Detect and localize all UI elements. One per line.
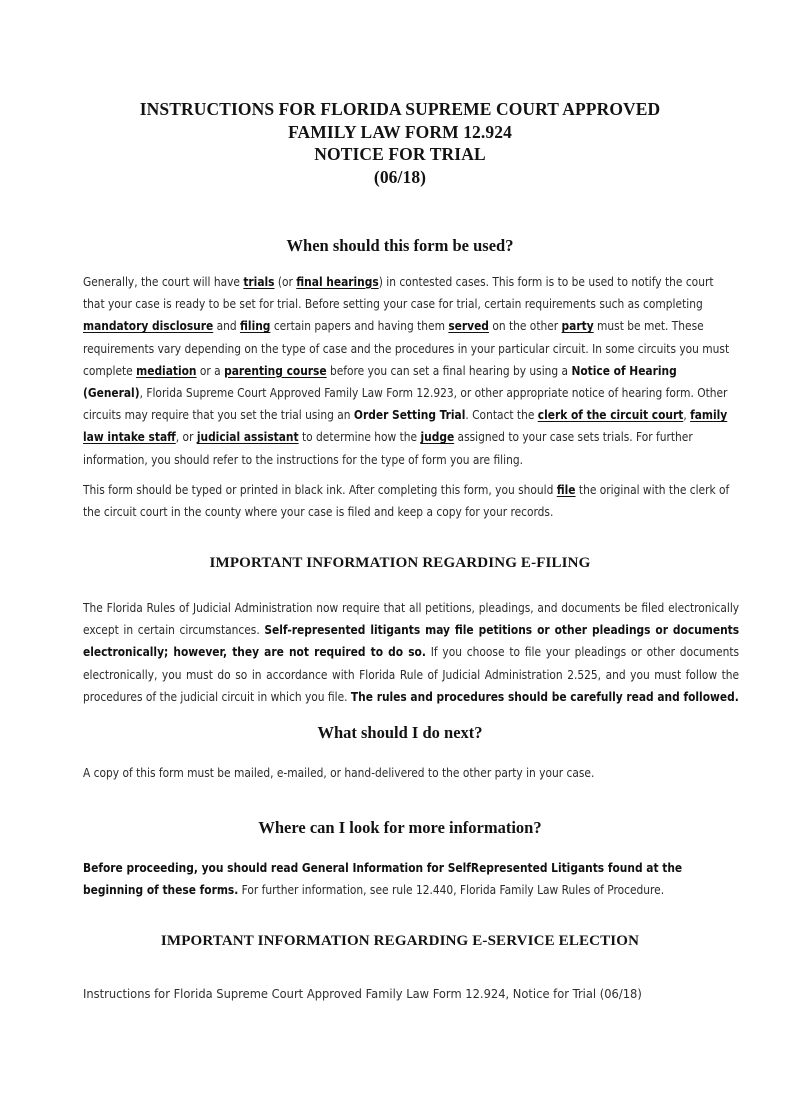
text-run: This form should be typed or printed in black ink. After completing this form, you should (83, 482, 557, 497)
paragraph-next-steps: A copy of this form must be mailed, e-mailed, or hand-delivered to the other party in your case. (83, 765, 595, 780)
text-run: The Florida Rules of Judicial Administration now require that all petitions, pleadings, and documents be filed electronically except in certain circumstances. (83, 600, 740, 638)
emphasis-before-proceeding: Before proceeding, you should read General Information for SelfRepresented Litigants found at the beginning of these forms. (83, 860, 683, 898)
page-title (0, 98, 800, 188)
glossary-term-family-law-intake-staff: family law intake staff (83, 407, 728, 445)
text-run: , Florida Supreme Court Approved Family Law Form 12.923, or other appropriate notice of hearing form. Other circuits may require that you set the trial using an (83, 385, 728, 423)
text-run: on the other (488, 318, 562, 334)
glossary-term-served: served (448, 318, 489, 334)
glossary-term-clerk-of-the-circuit-court: clerk of the circuit court (537, 407, 684, 423)
glossary-term-mandatory-disclosure: mandatory disclosure (83, 318, 214, 334)
text-run: For further information, see rule 12.440, Florida Family Law Rules of Procedure. (238, 882, 665, 898)
paragraph-efiling (83, 597, 739, 708)
paragraph-more-info (83, 857, 709, 901)
text-run: or a (196, 362, 225, 378)
text-run: the original with the clerk of the circuit court in the county where your case is filed and keep a copy for your records. (83, 482, 730, 520)
glossary-term-file: file (556, 482, 576, 497)
glossary-term-trials: trials (243, 274, 275, 289)
text-run: ) in contested cases. This form is to be used to notify the court that your case is ready to be set for trial. Before setting your case for trial, certain requirements such as completing (83, 274, 714, 312)
text-run: to determine how the (298, 429, 421, 445)
text-run: , (683, 407, 691, 423)
form-name-notice-of-hearing: Notice of Hearing (General) (83, 362, 677, 401)
title-line-2: FAMILY LAW FORM 12.924 (288, 121, 512, 142)
glossary-term-party: party (561, 318, 594, 334)
footer-text: Instructions for Florida Supreme Court Approved Family Law Form 12.924, Notice for Trial (06/18) (83, 987, 642, 1001)
text-run: before you can set a final hearing by using a (326, 362, 572, 378)
text-run: and (213, 318, 241, 334)
emphasis-self-represented-litigants: Self-represented litigants may file petitions or other pleadings or documents electronically; however, they are not required to do so. (83, 622, 740, 660)
section-heading-efiling: IMPORTANT INFORMATION REGARDING E-FILING (209, 555, 591, 571)
paragraph-when-used-2 (83, 479, 742, 523)
title-line-3: NOTICE FOR TRIAL (314, 144, 486, 164)
text-run: assigned to your case sets trials. For further information, you should refer to the instructions for the type of form you are filing. (83, 429, 693, 467)
glossary-term-filing: filing (240, 318, 271, 334)
glossary-term-parenting-course: parenting course (224, 362, 327, 378)
section-heading-next-steps: What should I do next? (317, 723, 483, 742)
glossary-term-mediation: mediation (136, 362, 197, 378)
text-run: (or (274, 274, 297, 289)
section-heading-when-used: When should this form be used? (286, 236, 514, 255)
form-name-order-setting-trial: Order Setting Trial (353, 407, 466, 423)
text-run: . Contact the (465, 407, 538, 423)
glossary-term-final-hearings: final hearings (296, 274, 379, 289)
glossary-term-judicial-assistant: judicial assistant (196, 429, 299, 445)
text-run: , or (175, 429, 197, 445)
glossary-term-judge: judge (420, 429, 455, 445)
title-line-4: (06/18) (373, 166, 427, 187)
text-run: certain papers and having them (270, 318, 449, 334)
section-heading-more-info: Where can I look for more information? (258, 818, 542, 837)
paragraph-when-used-1 (83, 271, 730, 471)
title-line-1: INSTRUCTIONS FOR FLORIDA SUPREME COURT APPROVED (139, 99, 661, 119)
text-run: If you choose to file your pleadings or other documents electronically, you must do so in accordance with Florida Rule of Judicial Administration 2.525, and you must follow the procedures of the judicial circuit in which you file. (83, 644, 740, 704)
section-heading-eservice: IMPORTANT INFORMATION REGARDING E-SERVICE ELECTION (160, 933, 640, 949)
emphasis-rules-and-procedures: The rules and procedures should be carefully read and followed. (350, 688, 739, 704)
text-run: must be met. These requirements vary depending on the type of case and the procedures in your particular circuit. In some circuits you must complete (83, 318, 730, 378)
text-run: Generally, the court will have (83, 274, 244, 289)
